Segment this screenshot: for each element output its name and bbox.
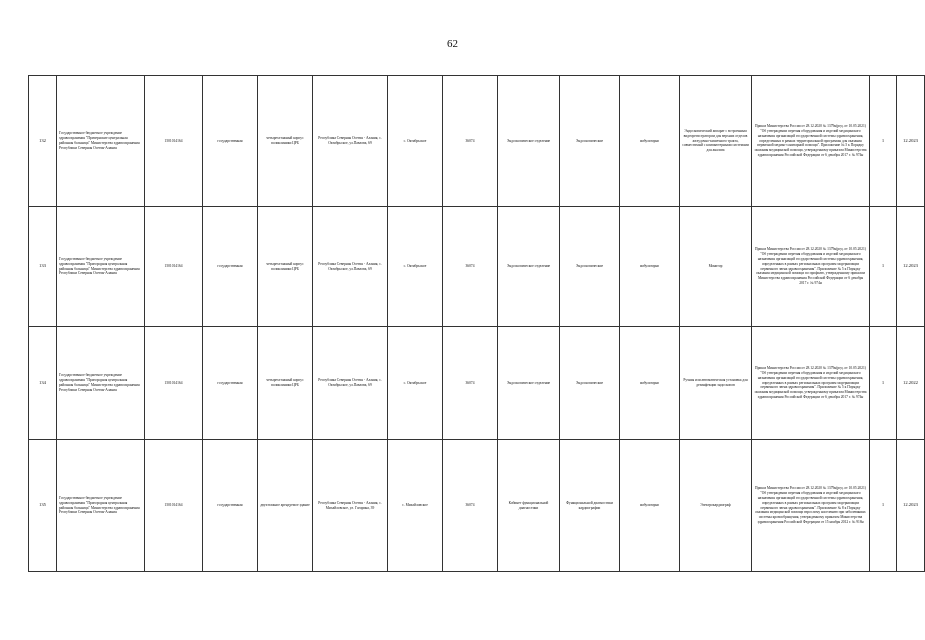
locality-cell: с. Михайловское (388, 440, 443, 572)
table-row (29, 440, 925, 572)
delivery-date-cell: 12.2022 (897, 327, 925, 440)
address-cell: Республика Северная Осетия - Алания, с. Октябрьское, ул.Павлова, 69 (313, 76, 388, 207)
table-row (29, 76, 925, 207)
care-type-cell: амбулаторно (620, 76, 680, 207)
quantity-cell: 1 (870, 76, 897, 207)
organization-name-cell: Государственное бюджетное учреждение здравоохранения "Причернские центральная районная больница" Министерства здравоохранения Республики Северная Осетия-Алания (57, 76, 145, 207)
address-cell: Республика Северная Осетия - Алания, с. Октябрьское, ул.Павлова, 69 (313, 327, 388, 440)
okato-code-cell: 36074 (443, 440, 498, 572)
organization-name-cell: Государственное бюджетное учреждение здравоохранения "Пригородная центральная районная больница" Министерства здравоохранения Республики Северная Осетия-Алания (57, 207, 145, 327)
quantity-cell: 1 (870, 207, 897, 327)
specialty-cell: Эндоскопические (560, 76, 620, 207)
delivery-date-cell: 12.2023 (897, 207, 925, 327)
department-cell: Эндоскопическое отделение (498, 207, 560, 327)
locality-cell: с. Октябрьское (388, 76, 443, 207)
locality-cell: с. Октябрьское (388, 207, 443, 327)
delivery-date-cell: 12.2023 (897, 76, 925, 207)
okato-code-cell: 36074 (443, 207, 498, 327)
department-cell: Эндоскопическое отделение (498, 76, 560, 207)
building-description-cell: двухэтажное арендуемое здание (258, 440, 313, 572)
okato-code-cell: 36074 (443, 327, 498, 440)
building-description-cell: четырехэтажный корпус поликлиники ЦРБ (258, 76, 313, 207)
equipment-name-cell: Монитор (680, 207, 752, 327)
locality-cell: с. Октябрьское (388, 327, 443, 440)
specialty-cell: Эндоскопические (560, 327, 620, 440)
specialty-cell: Функциональной диагностики кардиографии (560, 440, 620, 572)
page-number: 62 (447, 38, 458, 50)
organization-name-cell: Государственное бюджетное учреждение здравоохранения "Пригородная центральная районная больница" Министерства здравоохранения Республики Северная Осетия-Алания (57, 327, 145, 440)
ownership-form-cell: государственная (203, 440, 258, 572)
equipment-name-cell: Ручная или автоматическая установка для дезинфекции эндоскопов (680, 327, 752, 440)
quantity-cell: 1 (870, 440, 897, 572)
okato-code-cell: 36074 (443, 76, 498, 207)
equipment-name-cell: Эндоскопический аппарат с встроенным видеорегистратором для верхних отделов желудочно-кишечного тракта, совместимый с компьютерными системами для анализа (680, 76, 752, 207)
table-row (29, 327, 925, 440)
row-number-cell: 132 (29, 76, 57, 207)
organization-name-cell: Государственное бюджетное учреждение здравоохранения "Пригородная центральная районная больница" Министерства здравоохранения Республики Северная Осетия-Алания (57, 440, 145, 572)
table-row (29, 207, 925, 327)
building-description-cell: четырехэтажный корпус поликлиники ЦРБ (258, 207, 313, 327)
care-type-cell: амбулаторно (620, 207, 680, 327)
equipment-table (28, 75, 925, 572)
specialty-cell: Эндоскопические (560, 207, 620, 327)
legal-basis-cell: Приказ Министерства России от 28.12.2020 № 1379н(ред. от 10.05.2021) "Об утверждении перечня оборудования и изделий медицинского назначения организаций государственной системы здравоохранения, определенных в рамках региональных программ модернизации первичного звена здравоохранения". Приложение № 5 к Порядку оказания медицинской помощи, утвержденному приказом Министерства здравоохранения Российской Федерации от 6 декабря 2017 г. № 974н (752, 327, 870, 440)
legal-basis-cell: Приказ Министерства России от 28.12.2020 № 1379н(ред. от 10.05.2021) "Об утверждении перечня оборудования и изделий медицинского назначения организаций государственной системы здравоохранения, определенных в рамках региональных программ модернизации первичного звена здравоохранения". Приложение № 8 к Порядку оказания медицинской помощи взрослому населению при заболеваниях системы кровообращения, утвержденному приказом Министерства здравоохранения Российской Федерации от 15 ноября 2012 г. № 918н (752, 440, 870, 572)
inn-code-cell: 1501014164 (145, 327, 203, 440)
legal-basis-cell: Приказ Министерства России от 28.12.2020 № 1379н(ред. от 10.05.2021) "Об утверждении перечня оборудования и изделий медицинского назначения организаций государственной системы здравоохранения, определенных в рамках региональных программ модернизации первичного звена здравоохранения". Приложение № 5 к Порядку оказания медицинской помощи по профилю, утвержденному приказом Министерства здравоохранения Российской Федерации от 6 декабря 2017 г. № 974н (752, 207, 870, 327)
legal-basis-cell: Приказ Министерства России от 28.12.2020 № 1379н(ред. от 10.05.2021) "Об утверждении перечня оборудования и изделий медицинского назначения организаций государственной системы здравоохранения, определенных в рамках территориальной программы для оказания первичной медико-санитарной помощи". Приложение № 5 к Порядку оказания медицинской помощи, утвержденному приказом Министерства здравоохранения Российской Федерации от 6 декабря 2017 г. № 974н (752, 76, 870, 207)
delivery-date-cell: 12.2023 (897, 440, 925, 572)
address-cell: Республика Северная Осетия - Алания, с. Октябрьское, ул.Павлова, 69 (313, 207, 388, 327)
quantity-cell: 1 (870, 327, 897, 440)
row-number-cell: 133 (29, 207, 57, 327)
care-type-cell: амбулаторно (620, 327, 680, 440)
department-cell: Эндоскопическое отделение (498, 327, 560, 440)
address-cell: Республика Северная Осетия - Алания, с. Михайловское, ул. Гагарина, 39 (313, 440, 388, 572)
ownership-form-cell: государственная (203, 327, 258, 440)
inn-code-cell: 1501014164 (145, 76, 203, 207)
care-type-cell: амбулаторно (620, 440, 680, 572)
ownership-form-cell: государственная (203, 76, 258, 207)
building-description-cell: четырехэтажный корпус поликлиники ЦРБ (258, 327, 313, 440)
inn-code-cell: 1501014164 (145, 440, 203, 572)
department-cell: Кабинет функциональной диагностики (498, 440, 560, 572)
row-number-cell: 134 (29, 327, 57, 440)
ownership-form-cell: государственная (203, 207, 258, 327)
inn-code-cell: 1501014164 (145, 207, 203, 327)
equipment-name-cell: Электрокардиограф (680, 440, 752, 572)
row-number-cell: 135 (29, 440, 57, 572)
